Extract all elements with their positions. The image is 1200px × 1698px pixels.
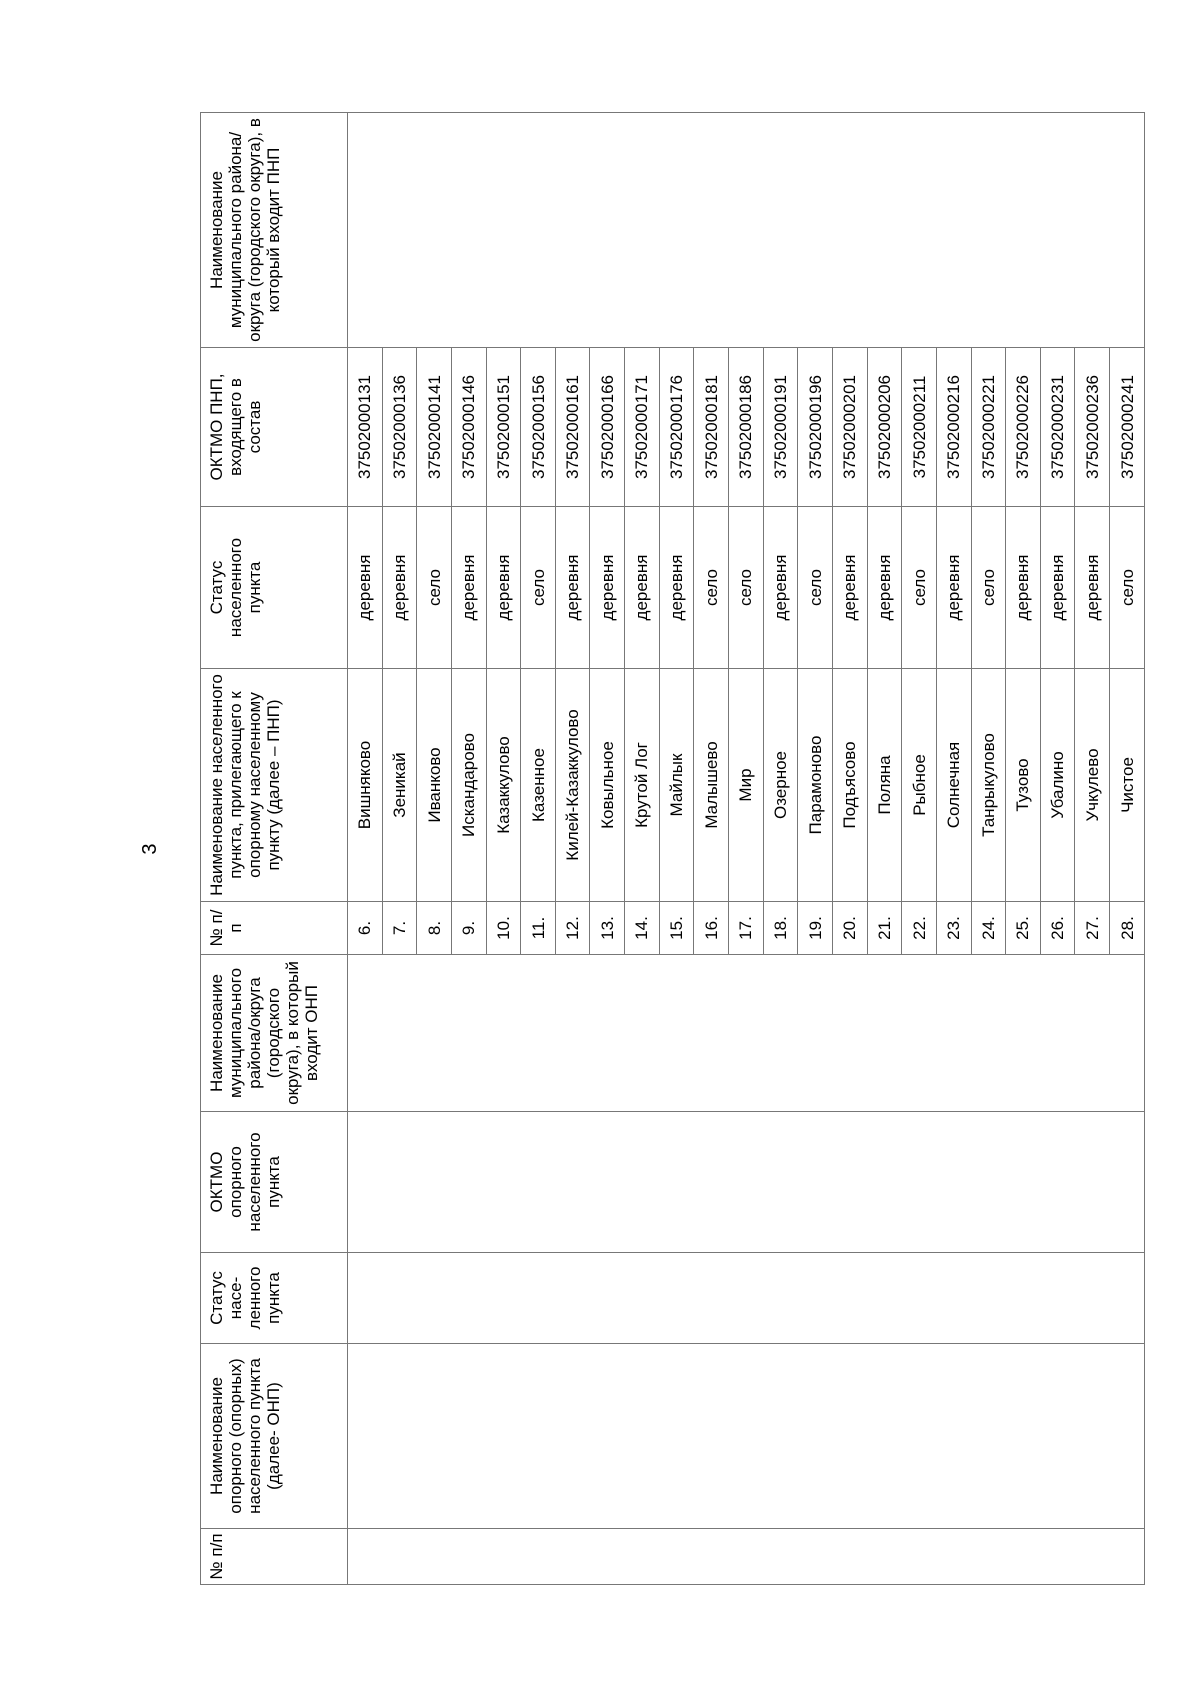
settlement-oktmo: 37502000191 bbox=[763, 348, 798, 507]
settlement-oktmo: 37502000186 bbox=[729, 348, 764, 507]
settlement-oktmo: 37502000166 bbox=[590, 348, 625, 507]
header-pnp-name: Наименование населенного пункта, прилегающего к опорному населенному пункту (далее – ПНП) bbox=[201, 669, 348, 902]
settlement-status: деревня bbox=[763, 507, 798, 669]
settlement-oktmo: 37502000181 bbox=[694, 348, 729, 507]
settlement-oktmo: 37502000196 bbox=[798, 348, 833, 507]
settlement-name: Озерное bbox=[763, 669, 798, 902]
settlement-oktmo: 37502000141 bbox=[417, 348, 452, 507]
header-onp-district: Наименование муниципального района/округа (городского округа), в который входит ОНП bbox=[201, 955, 348, 1112]
settlement-oktmo: 37502000161 bbox=[555, 348, 590, 507]
header-pnp-district: Наименование муниципального района/округа (городского округа), в который входит ПНП bbox=[201, 113, 348, 348]
header-pnp-oktmo: ОКТМО ПНП, входящего в состав bbox=[201, 348, 348, 507]
settlement-name: Рыбное bbox=[902, 669, 937, 902]
header-pnp-status: Статус населенного пункта bbox=[201, 507, 348, 669]
settlement-status: деревня bbox=[348, 507, 383, 669]
row-number: 26. bbox=[1040, 902, 1075, 955]
row-number: 7. bbox=[382, 902, 417, 955]
settlement-name: Килей-Казаккулово bbox=[555, 669, 590, 902]
settlement-name: Искандарово bbox=[451, 669, 486, 902]
settlement-status: деревня bbox=[1006, 507, 1041, 669]
table-body bbox=[348, 113, 1145, 1585]
row-number: 20. bbox=[832, 902, 867, 955]
settlement-status: село bbox=[694, 507, 729, 669]
settlement-name: Парамоново bbox=[798, 669, 833, 902]
settlement-status: деревня bbox=[451, 507, 486, 669]
settlement-status: село bbox=[971, 507, 1006, 669]
settlement-name: Учкулево bbox=[1075, 669, 1110, 902]
row-number: 13. bbox=[590, 902, 625, 955]
empty-onp-num-cell bbox=[348, 1529, 1145, 1585]
settlement-name: Солнечная bbox=[936, 669, 971, 902]
row-number: 6. bbox=[348, 902, 383, 955]
settlements-table-rotated bbox=[200, 113, 1145, 1585]
row-number: 8. bbox=[417, 902, 452, 955]
settlement-status: деревня bbox=[486, 507, 521, 669]
settlement-oktmo: 37502000131 bbox=[348, 348, 383, 507]
settlement-status: село bbox=[729, 507, 764, 669]
row-number: 9. bbox=[451, 902, 486, 955]
settlement-status: деревня bbox=[625, 507, 660, 669]
settlement-status: деревня bbox=[659, 507, 694, 669]
settlement-status: деревня bbox=[936, 507, 971, 669]
settlement-status: деревня bbox=[1040, 507, 1075, 669]
settlement-name: Вишняково bbox=[348, 669, 383, 902]
settlement-status: деревня bbox=[382, 507, 417, 669]
row-number: 24. bbox=[971, 902, 1006, 955]
settlement-name: Ковыльное bbox=[590, 669, 625, 902]
settlement-status: деревня bbox=[590, 507, 625, 669]
row-number: 27. bbox=[1075, 902, 1110, 955]
header-row bbox=[201, 113, 348, 1585]
settlement-name: Майлык bbox=[659, 669, 694, 902]
settlement-oktmo: 37502000171 bbox=[625, 348, 660, 507]
settlement-oktmo: 37502000211 bbox=[902, 348, 937, 507]
settlement-status: село bbox=[417, 507, 452, 669]
row-number: 22. bbox=[902, 902, 937, 955]
settlement-oktmo: 37502000241 bbox=[1110, 348, 1145, 507]
row-number: 14. bbox=[625, 902, 660, 955]
settlement-oktmo: 37502000221 bbox=[971, 348, 1006, 507]
row-number: 18. bbox=[763, 902, 798, 955]
row-number: 21. bbox=[867, 902, 902, 955]
row-number: 23. bbox=[936, 902, 971, 955]
settlement-name: Танрыкулово bbox=[971, 669, 1006, 902]
settlement-name: Подъясово bbox=[832, 669, 867, 902]
settlement-status: деревня bbox=[832, 507, 867, 669]
settlement-name: Тузово bbox=[1006, 669, 1041, 902]
empty-onp-oktmo-cell bbox=[348, 1112, 1145, 1253]
settlement-oktmo: 37502000226 bbox=[1006, 348, 1041, 507]
settlement-name: Зеникай bbox=[382, 669, 417, 902]
row-number: 12. bbox=[555, 902, 590, 955]
row-number: 15. bbox=[659, 902, 694, 955]
settlement-name: Казенное bbox=[521, 669, 556, 902]
row-number: 10. bbox=[486, 902, 521, 955]
empty-onp-status-cell bbox=[348, 1253, 1145, 1344]
empty-onp-name-cell bbox=[348, 1344, 1145, 1529]
settlement-status: село bbox=[902, 507, 937, 669]
row-number: 25. bbox=[1006, 902, 1041, 955]
empty-onp-district-cell bbox=[348, 955, 1145, 1112]
page-number: 3 bbox=[139, 843, 161, 855]
row-number: 16. bbox=[694, 902, 729, 955]
table-row bbox=[348, 113, 383, 1585]
settlement-oktmo: 37502000176 bbox=[659, 348, 694, 507]
settlement-name: Казаккулово bbox=[486, 669, 521, 902]
settlement-oktmo: 37502000216 bbox=[936, 348, 971, 507]
settlement-status: село bbox=[521, 507, 556, 669]
settlement-status: деревня bbox=[555, 507, 590, 669]
row-number: 17. bbox=[729, 902, 764, 955]
settlement-name: Убалино bbox=[1040, 669, 1075, 902]
header-onp-oktmo: ОКТМО опорного населенного пункта bbox=[201, 1112, 348, 1253]
settlement-status: село bbox=[798, 507, 833, 669]
pnp-district-cell bbox=[348, 113, 1145, 348]
settlement-status: деревня bbox=[1075, 507, 1110, 669]
header-onp-name: Наименование опорного (опорных) населенного пункта (далее- ОНП) bbox=[201, 1344, 348, 1529]
row-number: 11. bbox=[521, 902, 556, 955]
settlement-name: Иванково bbox=[417, 669, 452, 902]
settlement-oktmo: 37502000151 bbox=[486, 348, 521, 507]
header-onp-status: Статус насе-ленного пункта bbox=[201, 1253, 348, 1344]
settlement-status: село bbox=[1110, 507, 1145, 669]
settlement-oktmo: 37502000136 bbox=[382, 348, 417, 507]
settlement-name: Крутой Лог bbox=[625, 669, 660, 902]
settlement-oktmo: 37502000206 bbox=[867, 348, 902, 507]
settlement-status: деревня bbox=[867, 507, 902, 669]
row-number: 28. bbox=[1110, 902, 1145, 955]
settlement-name: Мир bbox=[729, 669, 764, 902]
settlement-oktmo: 37502000231 bbox=[1040, 348, 1075, 507]
settlement-oktmo: 37502000201 bbox=[832, 348, 867, 507]
settlements-table bbox=[200, 112, 1145, 1585]
header-onp-num: № п/п bbox=[201, 1529, 348, 1585]
settlement-name: Поляна bbox=[867, 669, 902, 902]
settlement-oktmo: 37502000146 bbox=[451, 348, 486, 507]
header-pnp-num: № п/п bbox=[201, 902, 348, 955]
settlement-name: Чистое bbox=[1110, 669, 1145, 902]
row-number: 19. bbox=[798, 902, 833, 955]
settlement-oktmo: 37502000156 bbox=[521, 348, 556, 507]
settlement-oktmo: 37502000236 bbox=[1075, 348, 1110, 507]
settlement-name: Малышево bbox=[694, 669, 729, 902]
